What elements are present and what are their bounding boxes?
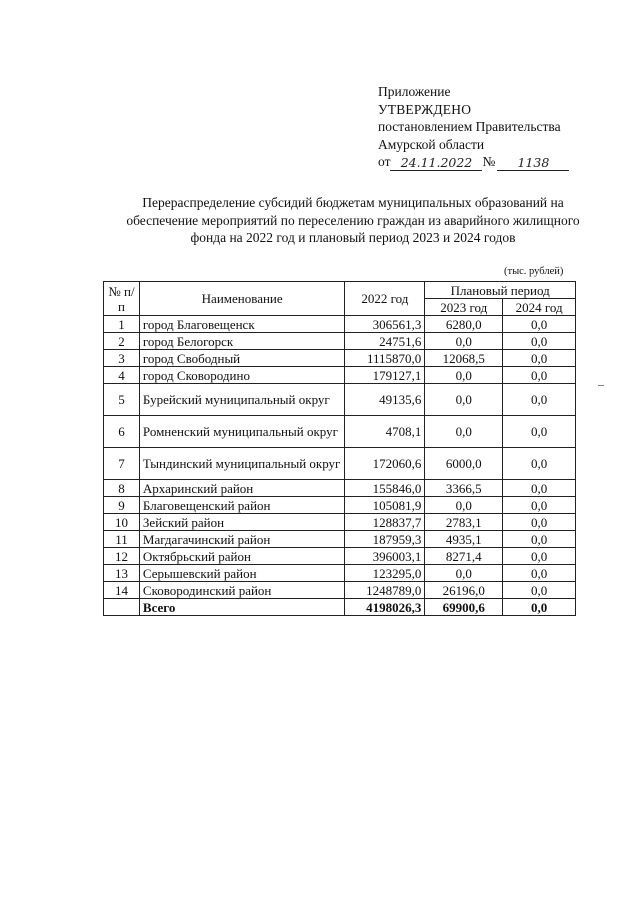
header-planned-period: Плановый период <box>425 282 576 299</box>
row-2022: 187959,3 <box>345 531 425 548</box>
row-name: Серышевский район <box>139 565 344 582</box>
table-row <box>104 333 576 350</box>
row-2022: 105081,9 <box>345 497 425 514</box>
row-2024: 0,0 <box>503 548 576 565</box>
row-2024: 0,0 <box>503 565 576 582</box>
row-number: 10 <box>104 514 140 531</box>
table-row <box>104 531 576 548</box>
row-2023: 8271,4 <box>425 548 503 565</box>
row-2024: 0,0 <box>503 514 576 531</box>
handwritten-date: 24.11.2022 <box>390 156 482 171</box>
row-number: 9 <box>104 497 140 514</box>
row-2022: 24751,6 <box>345 333 425 350</box>
number-sign: № <box>482 154 496 169</box>
row-name: Благовещенский район <box>139 497 344 514</box>
row-2023: 26196,0 <box>425 582 503 599</box>
row-number: 5 <box>104 384 140 416</box>
row-2024: 0,0 <box>503 448 576 480</box>
row-name: город Белогорск <box>139 333 344 350</box>
row-name: город Сковородино <box>139 367 344 384</box>
table-row <box>104 514 576 531</box>
row-number: 3 <box>104 350 140 367</box>
row-2023: 6280,0 <box>425 316 503 333</box>
table-row <box>104 582 576 599</box>
row-2024: 0,0 <box>503 384 576 416</box>
row-number: 4 <box>104 367 140 384</box>
header-num: № п/п <box>104 282 140 316</box>
row-number: 2 <box>104 333 140 350</box>
row-2023: 0,0 <box>425 416 503 448</box>
row-2022: 155846,0 <box>345 480 425 497</box>
table-row <box>104 448 576 480</box>
row-number: 7 <box>104 448 140 480</box>
row-2023: 3366,5 <box>425 480 503 497</box>
row-2023: 2783,1 <box>425 514 503 531</box>
row-2024: 0,0 <box>503 367 576 384</box>
row-2023: 12068,5 <box>425 350 503 367</box>
row-2022: 172060,6 <box>345 448 425 480</box>
table-row <box>104 350 576 367</box>
row-name: Сковородинский район <box>139 582 344 599</box>
row-number: 11 <box>104 531 140 548</box>
table-row <box>104 565 576 582</box>
row-number: 14 <box>104 582 140 599</box>
row-2024: 0,0 <box>503 497 576 514</box>
row-name: Зейский район <box>139 514 344 531</box>
table-row <box>104 497 576 514</box>
units-note: (тыс. рублей) <box>504 266 564 277</box>
row-name: Тындинский муниципальный округ <box>139 448 344 480</box>
row-2022: 306561,3 <box>345 316 425 333</box>
row-2022: 396003,1 <box>345 548 425 565</box>
row-number: 8 <box>104 480 140 497</box>
approved-stamp-text: УТВЕРЖДЕНО <box>378 101 472 117</box>
row-2022: 49135,6 <box>345 384 425 416</box>
header-2024: 2024 год <box>503 299 576 316</box>
row-number: 13 <box>104 565 140 582</box>
row-2024: 0,0 <box>503 480 576 497</box>
total-label: Всего <box>139 599 344 616</box>
row-2024: 0,0 <box>503 582 576 599</box>
row-2024: 0,0 <box>503 333 576 350</box>
header-2022: 2022 год <box>345 282 425 316</box>
table-row <box>104 367 576 384</box>
row-2023: 0,0 <box>425 565 503 582</box>
table-row <box>104 316 576 333</box>
row-name: Бурейский муниципальный округ <box>139 384 344 416</box>
total-2023: 69900,6 <box>425 599 503 616</box>
row-name: Магдагачинский район <box>139 531 344 548</box>
subsidy-table <box>103 281 576 616</box>
row-2022: 4708,1 <box>345 416 425 448</box>
row-2023: 0,0 <box>425 497 503 514</box>
row-2022: 128837,7 <box>345 514 425 531</box>
row-2022: 179127,1 <box>345 367 425 384</box>
table-row <box>104 480 576 497</box>
margin-mark <box>598 385 604 386</box>
row-2022: 1248789,0 <box>345 582 425 599</box>
date-prefix: от <box>378 154 391 169</box>
total-2024: 0,0 <box>503 599 576 616</box>
row-2023: 6000,0 <box>425 448 503 480</box>
row-name: Октябрьский район <box>139 548 344 565</box>
handwritten-number: 1138 <box>497 156 569 171</box>
row-2023: 0,0 <box>425 333 503 350</box>
date-number-line <box>378 153 569 171</box>
row-2022: 1115870,0 <box>345 350 425 367</box>
table-row <box>104 548 576 565</box>
row-2024: 0,0 <box>503 316 576 333</box>
table-row <box>104 416 576 448</box>
row-number: 6 <box>104 416 140 448</box>
row-name: Архаринский район <box>139 480 344 497</box>
row-name: город Свободный <box>139 350 344 367</box>
row-2024: 0,0 <box>503 350 576 367</box>
table-row <box>104 384 576 416</box>
row-name: город Благовещенск <box>139 316 344 333</box>
header-name: Наименование <box>139 282 344 316</box>
table-body <box>104 316 576 616</box>
row-2023: 0,0 <box>425 384 503 416</box>
row-2024: 0,0 <box>503 416 576 448</box>
row-2023: 0,0 <box>425 367 503 384</box>
appendix-label: Приложение <box>378 84 451 99</box>
row-name: Ромненский муниципальный округ <box>139 416 344 448</box>
resolution-text: постановлением Правительства <box>378 119 561 134</box>
row-2023: 4935,1 <box>425 531 503 548</box>
total-row <box>104 599 576 616</box>
header-2023: 2023 год <box>425 299 503 316</box>
row-number: 12 <box>104 548 140 565</box>
region-text: Амурской области <box>378 136 485 152</box>
row-2024: 0,0 <box>503 531 576 548</box>
row-number: 1 <box>104 316 140 333</box>
total-2022: 4198026,3 <box>345 599 425 616</box>
total-num-cell <box>104 599 140 616</box>
document-title: Перераспределение субсидий бюджетам муниципальных образований на обеспечение мероприятий по переселению граждан из аварийного жилищного фонда на 2022 год и плановый период 2023 и 2024 годов <box>126 195 580 245</box>
row-2022: 123295,0 <box>345 565 425 582</box>
approval-block <box>378 83 569 171</box>
